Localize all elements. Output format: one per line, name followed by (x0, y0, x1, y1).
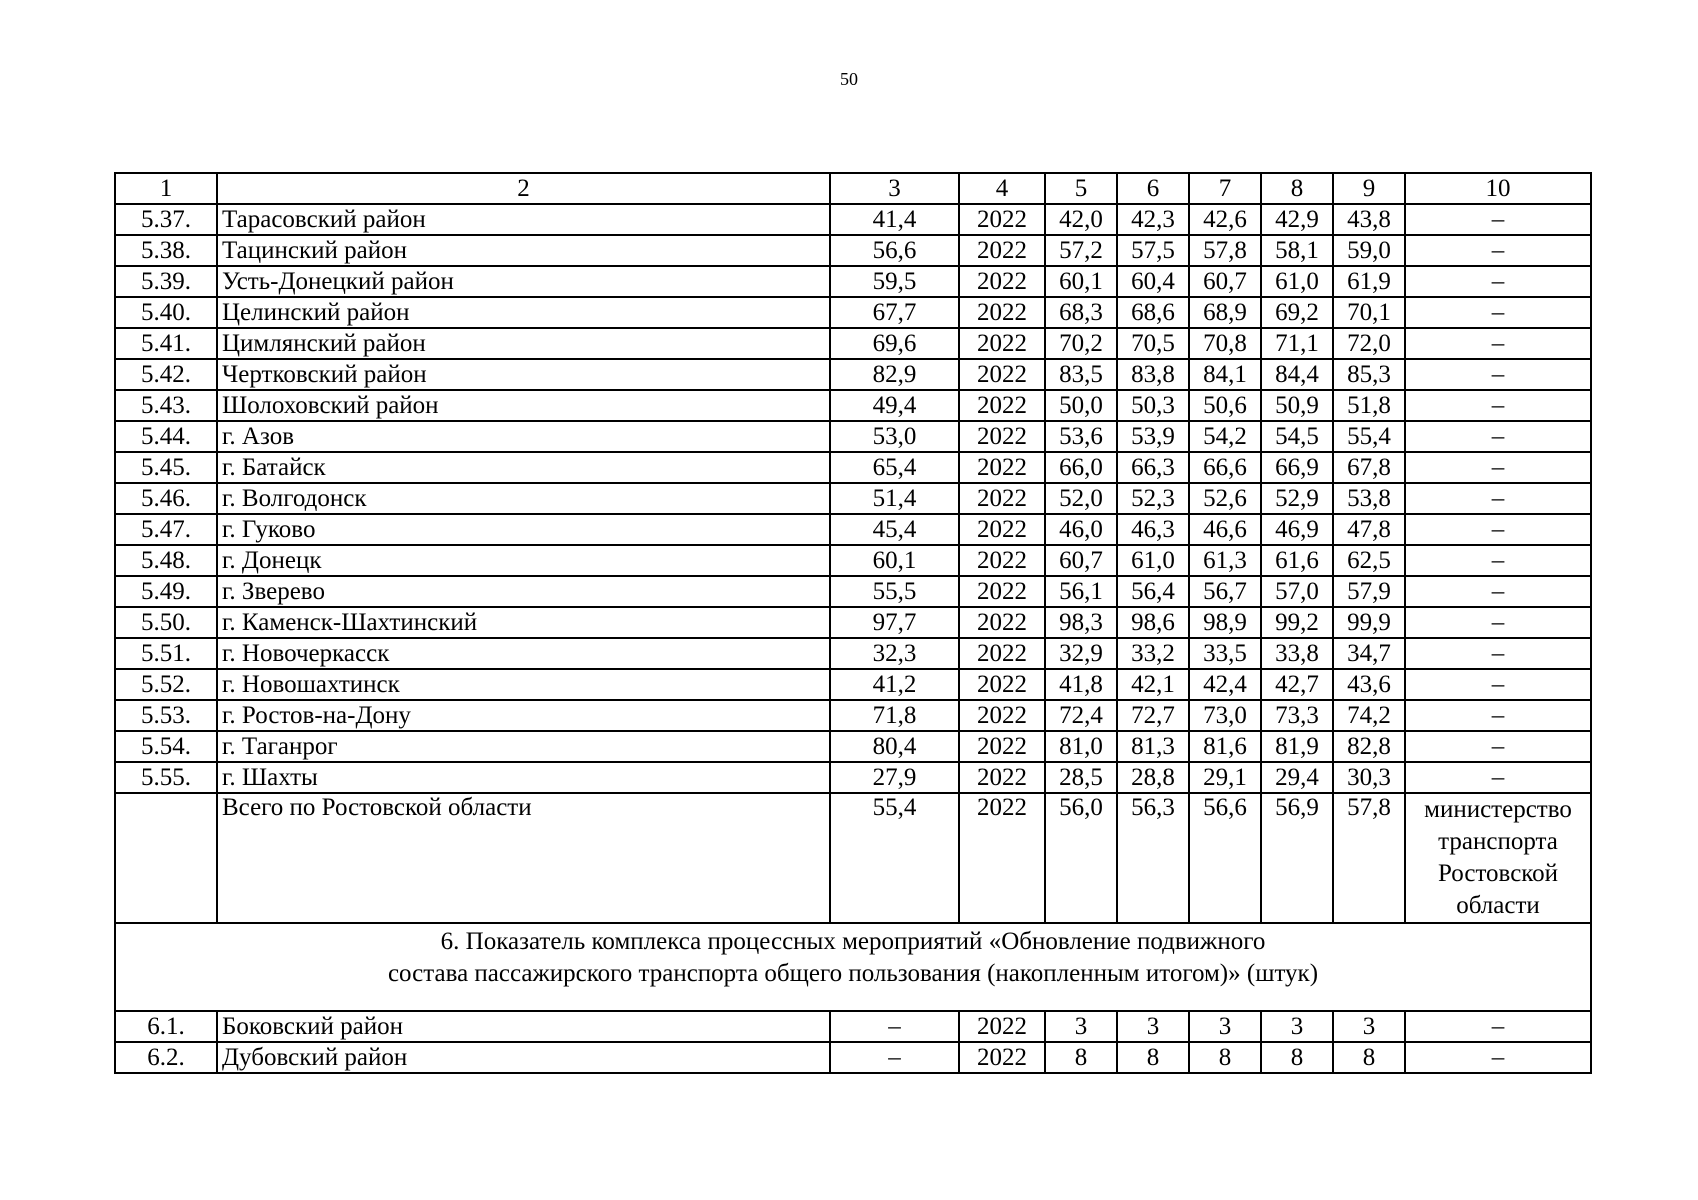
table-row (115, 1042, 1591, 1073)
table-row (115, 669, 1591, 700)
value-col-5-cell: 81,0 (1045, 731, 1117, 762)
territory-name-cell: Цимлянский район (217, 328, 830, 359)
value-col-8-cell: 73,3 (1261, 700, 1333, 731)
base-value-cell: 27,9 (830, 762, 959, 793)
row-number-cell: 6.2. (115, 1042, 217, 1073)
row-number-cell: 5.41. (115, 328, 217, 359)
value-col-5-cell: 53,6 (1045, 421, 1117, 452)
table-row (115, 421, 1591, 452)
value-col-8-cell: 54,5 (1261, 421, 1333, 452)
value-col-9-cell: 74,2 (1333, 700, 1405, 731)
table-row (115, 328, 1591, 359)
table-row (115, 638, 1591, 669)
responsible-cell: – (1405, 669, 1591, 700)
value-col-9-cell: 51,8 (1333, 390, 1405, 421)
table-row (115, 576, 1591, 607)
row-number-cell: 5.48. (115, 545, 217, 576)
section-heading-line: 6. Показатель комплекса процессных мероприятий «Обновление подвижного (440, 928, 1266, 955)
value-col-6-cell: 56,4 (1117, 576, 1189, 607)
value-col-5-cell: 57,2 (1045, 235, 1117, 266)
value-col-7-cell: 68,9 (1189, 297, 1261, 328)
territory-name-cell: г. Азов (217, 421, 830, 452)
base-year-cell: 2022 (959, 638, 1045, 669)
value-col-8-cell: 69,2 (1261, 297, 1333, 328)
value-col-5-cell: 8 (1045, 1042, 1117, 1073)
territory-name-cell: Всего по Ростовской области (217, 793, 830, 923)
value-col-7-cell: 98,9 (1189, 607, 1261, 638)
responsible-cell: – (1405, 266, 1591, 297)
value-col-7-cell: 46,6 (1189, 514, 1261, 545)
table-row (115, 700, 1591, 731)
value-col-6-cell: 46,3 (1117, 514, 1189, 545)
row-number-cell: 5.46. (115, 483, 217, 514)
value-col-8-cell: 3 (1261, 1011, 1333, 1042)
value-col-7-cell: 3 (1189, 1011, 1261, 1042)
value-col-6-cell: 61,0 (1117, 545, 1189, 576)
territory-name-cell: Тарасовский район (217, 204, 830, 235)
base-year-cell: 2022 (959, 793, 1045, 923)
value-col-8-cell: 99,2 (1261, 607, 1333, 638)
table-row (115, 545, 1591, 576)
row-number-cell (115, 793, 217, 923)
section-heading-line: состава пассажирского транспорта общего пользования (накопленным итогом)» (штук) (387, 960, 1319, 987)
base-value-cell: 51,4 (830, 483, 959, 514)
section-heading (115, 923, 1591, 1011)
territory-name-cell: г. Каменск-Шахтинский (217, 607, 830, 638)
base-year-cell: 2022 (959, 452, 1045, 483)
header-cell: 2 (217, 173, 830, 204)
row-number-cell: 5.51. (115, 638, 217, 669)
base-value-cell: 82,9 (830, 359, 959, 390)
value-col-8-cell: 52,9 (1261, 483, 1333, 514)
base-year-cell: 2022 (959, 235, 1045, 266)
value-col-9-cell: 47,8 (1333, 514, 1405, 545)
value-col-9-cell: 62,5 (1333, 545, 1405, 576)
base-value-cell: 71,8 (830, 700, 959, 731)
responsible-cell: – (1405, 607, 1591, 638)
value-col-5-cell: 68,3 (1045, 297, 1117, 328)
value-col-9-cell: 34,7 (1333, 638, 1405, 669)
header-cell: 5 (1045, 173, 1117, 204)
value-col-8-cell: 71,1 (1261, 328, 1333, 359)
responsible-cell: – (1405, 514, 1591, 545)
value-col-7-cell: 66,6 (1189, 452, 1261, 483)
base-value-cell: 49,4 (830, 390, 959, 421)
value-col-7-cell: 29,1 (1189, 762, 1261, 793)
territory-name-cell: г. Волгодонск (217, 483, 830, 514)
section-heading-row (115, 923, 1591, 1011)
value-col-5-cell: 70,2 (1045, 328, 1117, 359)
base-value-cell: 41,4 (830, 204, 959, 235)
table-row (115, 266, 1591, 297)
value-col-7-cell: 42,4 (1189, 669, 1261, 700)
row-number-cell: 5.47. (115, 514, 217, 545)
value-col-7-cell: 42,6 (1189, 204, 1261, 235)
responsible-cell: – (1405, 576, 1591, 607)
value-col-9-cell: 85,3 (1333, 359, 1405, 390)
responsible-cell: – (1405, 328, 1591, 359)
row-number-cell: 5.38. (115, 235, 217, 266)
base-value-cell: 59,5 (830, 266, 959, 297)
value-col-6-cell: 42,3 (1117, 204, 1189, 235)
value-col-7-cell: 61,3 (1189, 545, 1261, 576)
territory-name-cell: Дубовский район (217, 1042, 830, 1073)
base-value-cell: – (830, 1011, 959, 1042)
base-value-cell: 32,3 (830, 638, 959, 669)
value-col-6-cell: 81,3 (1117, 731, 1189, 762)
value-col-8-cell: 33,8 (1261, 638, 1333, 669)
territory-name-cell: г. Новочеркасск (217, 638, 830, 669)
base-year-cell: 2022 (959, 266, 1045, 297)
row-number-cell: 5.52. (115, 669, 217, 700)
base-value-cell: 56,6 (830, 235, 959, 266)
row-number-cell: 5.37. (115, 204, 217, 235)
value-col-5-cell: 52,0 (1045, 483, 1117, 514)
value-col-7-cell: 56,7 (1189, 576, 1261, 607)
base-year-cell: 2022 (959, 669, 1045, 700)
base-year-cell: 2022 (959, 297, 1045, 328)
value-col-9-cell: 61,9 (1333, 266, 1405, 297)
responsible-cell: – (1405, 390, 1591, 421)
table-row (115, 235, 1591, 266)
value-col-6-cell: 68,6 (1117, 297, 1189, 328)
value-col-9-cell: 70,1 (1333, 297, 1405, 328)
value-col-9-cell: 55,4 (1333, 421, 1405, 452)
base-value-cell: 69,6 (830, 328, 959, 359)
row-number-cell: 5.55. (115, 762, 217, 793)
responsible-cell: – (1405, 1011, 1591, 1042)
territory-name-cell: Шолоховский район (217, 390, 830, 421)
value-col-5-cell: 56,1 (1045, 576, 1117, 607)
value-col-6-cell: 33,2 (1117, 638, 1189, 669)
responsible-cell: – (1405, 421, 1591, 452)
value-col-8-cell: 56,9 (1261, 793, 1333, 923)
base-year-cell: 2022 (959, 390, 1045, 421)
value-col-8-cell: 61,0 (1261, 266, 1333, 297)
header-row (115, 173, 1591, 204)
value-col-5-cell: 46,0 (1045, 514, 1117, 545)
base-year-cell: 2022 (959, 328, 1045, 359)
value-col-6-cell: 60,4 (1117, 266, 1189, 297)
row-number-cell: 5.54. (115, 731, 217, 762)
value-col-7-cell: 57,8 (1189, 235, 1261, 266)
responsible-cell: министерство транспорта Ростовской области (1405, 793, 1591, 923)
value-col-7-cell: 50,6 (1189, 390, 1261, 421)
base-value-cell: 41,2 (830, 669, 959, 700)
row-number-cell: 5.44. (115, 421, 217, 452)
base-value-cell: 80,4 (830, 731, 959, 762)
header-cell: 10 (1405, 173, 1591, 204)
value-col-6-cell: 8 (1117, 1042, 1189, 1073)
row-number-cell: 6.1. (115, 1011, 217, 1042)
base-year-cell: 2022 (959, 421, 1045, 452)
value-col-8-cell: 42,7 (1261, 669, 1333, 700)
base-value-cell: – (830, 1042, 959, 1073)
value-col-5-cell: 41,8 (1045, 669, 1117, 700)
value-col-9-cell: 3 (1333, 1011, 1405, 1042)
row-number-cell: 5.50. (115, 607, 217, 638)
value-col-8-cell: 8 (1261, 1042, 1333, 1073)
row-number-cell: 5.49. (115, 576, 217, 607)
value-col-9-cell: 72,0 (1333, 328, 1405, 359)
table-row (115, 607, 1591, 638)
value-col-9-cell: 67,8 (1333, 452, 1405, 483)
table-row (115, 762, 1591, 793)
table-row (115, 359, 1591, 390)
value-col-6-cell: 28,8 (1117, 762, 1189, 793)
value-col-6-cell: 72,7 (1117, 700, 1189, 731)
value-col-8-cell: 29,4 (1261, 762, 1333, 793)
base-value-cell: 55,5 (830, 576, 959, 607)
value-col-6-cell: 83,8 (1117, 359, 1189, 390)
total-row (115, 793, 1591, 923)
value-col-8-cell: 81,9 (1261, 731, 1333, 762)
base-year-cell: 2022 (959, 576, 1045, 607)
value-col-8-cell: 46,9 (1261, 514, 1333, 545)
value-col-9-cell: 43,6 (1333, 669, 1405, 700)
indicator-table (114, 172, 1592, 1074)
value-col-7-cell: 33,5 (1189, 638, 1261, 669)
territory-name-cell: г. Ростов-на-Дону (217, 700, 830, 731)
value-col-5-cell: 83,5 (1045, 359, 1117, 390)
table-body (115, 173, 1591, 1073)
table-row (115, 297, 1591, 328)
value-col-5-cell: 56,0 (1045, 793, 1117, 923)
header-cell: 9 (1333, 173, 1405, 204)
base-year-cell: 2022 (959, 700, 1045, 731)
base-year-cell: 2022 (959, 731, 1045, 762)
value-col-5-cell: 60,1 (1045, 266, 1117, 297)
value-col-9-cell: 57,8 (1333, 793, 1405, 923)
base-year-cell: 2022 (959, 762, 1045, 793)
table-row (115, 390, 1591, 421)
table-row (115, 1011, 1591, 1042)
value-col-5-cell: 98,3 (1045, 607, 1117, 638)
value-col-5-cell: 32,9 (1045, 638, 1117, 669)
territory-name-cell: Целинский район (217, 297, 830, 328)
base-value-cell: 65,4 (830, 452, 959, 483)
value-col-7-cell: 81,6 (1189, 731, 1261, 762)
row-number-cell: 5.43. (115, 390, 217, 421)
responsible-cell: – (1405, 359, 1591, 390)
value-col-5-cell: 50,0 (1045, 390, 1117, 421)
value-col-9-cell: 53,8 (1333, 483, 1405, 514)
value-col-6-cell: 3 (1117, 1011, 1189, 1042)
base-value-cell: 55,4 (830, 793, 959, 923)
base-year-cell: 2022 (959, 483, 1045, 514)
header-cell: 4 (959, 173, 1045, 204)
row-number-cell: 5.53. (115, 700, 217, 731)
value-col-8-cell: 66,9 (1261, 452, 1333, 483)
table-row (115, 452, 1591, 483)
responsible-cell: – (1405, 297, 1591, 328)
value-col-8-cell: 84,4 (1261, 359, 1333, 390)
responsible-cell: – (1405, 483, 1591, 514)
value-col-9-cell: 8 (1333, 1042, 1405, 1073)
value-col-6-cell: 53,9 (1117, 421, 1189, 452)
value-col-5-cell: 3 (1045, 1011, 1117, 1042)
value-col-9-cell: 30,3 (1333, 762, 1405, 793)
value-col-9-cell: 99,9 (1333, 607, 1405, 638)
territory-name-cell: Усть-Донецкий район (217, 266, 830, 297)
value-col-5-cell: 42,0 (1045, 204, 1117, 235)
value-col-8-cell: 58,1 (1261, 235, 1333, 266)
base-year-cell: 2022 (959, 1011, 1045, 1042)
value-col-9-cell: 82,8 (1333, 731, 1405, 762)
responsible-cell: – (1405, 204, 1591, 235)
value-col-5-cell: 66,0 (1045, 452, 1117, 483)
territory-name-cell: г. Гуково (217, 514, 830, 545)
row-number-cell: 5.40. (115, 297, 217, 328)
value-col-7-cell: 70,8 (1189, 328, 1261, 359)
value-col-9-cell: 59,0 (1333, 235, 1405, 266)
base-year-cell: 2022 (959, 607, 1045, 638)
value-col-9-cell: 57,9 (1333, 576, 1405, 607)
value-col-5-cell: 28,5 (1045, 762, 1117, 793)
value-col-7-cell: 56,6 (1189, 793, 1261, 923)
territory-name-cell: г. Батайск (217, 452, 830, 483)
value-col-6-cell: 98,6 (1117, 607, 1189, 638)
responsible-cell: – (1405, 235, 1591, 266)
responsible-cell: – (1405, 700, 1591, 731)
responsible-cell: – (1405, 731, 1591, 762)
territory-name-cell: г. Шахты (217, 762, 830, 793)
responsible-cell: – (1405, 638, 1591, 669)
territory-name-cell: г. Донецк (217, 545, 830, 576)
responsible-cell: – (1405, 452, 1591, 483)
territory-name-cell: Чертковский район (217, 359, 830, 390)
value-col-8-cell: 42,9 (1261, 204, 1333, 235)
table-row (115, 731, 1591, 762)
value-col-6-cell: 50,3 (1117, 390, 1189, 421)
page-number: 50 (840, 69, 858, 89)
value-col-9-cell: 43,8 (1333, 204, 1405, 235)
responsible-cell: – (1405, 1042, 1591, 1073)
base-value-cell: 97,7 (830, 607, 959, 638)
territory-name-cell: г. Таганрог (217, 731, 830, 762)
table-row (115, 483, 1591, 514)
responsible-cell: – (1405, 762, 1591, 793)
value-col-5-cell: 60,7 (1045, 545, 1117, 576)
territory-name-cell: г. Новошахтинск (217, 669, 830, 700)
value-col-7-cell: 84,1 (1189, 359, 1261, 390)
base-value-cell: 53,0 (830, 421, 959, 452)
value-col-8-cell: 57,0 (1261, 576, 1333, 607)
value-col-7-cell: 73,0 (1189, 700, 1261, 731)
base-value-cell: 45,4 (830, 514, 959, 545)
value-col-6-cell: 56,3 (1117, 793, 1189, 923)
value-col-7-cell: 54,2 (1189, 421, 1261, 452)
value-col-6-cell: 57,5 (1117, 235, 1189, 266)
base-value-cell: 67,7 (830, 297, 959, 328)
row-number-cell: 5.39. (115, 266, 217, 297)
value-col-6-cell: 42,1 (1117, 669, 1189, 700)
row-number-cell: 5.42. (115, 359, 217, 390)
territory-name-cell: Тацинский район (217, 235, 830, 266)
header-cell: 8 (1261, 173, 1333, 204)
territory-name-cell: г. Зверево (217, 576, 830, 607)
header-cell: 1 (115, 173, 217, 204)
base-year-cell: 2022 (959, 545, 1045, 576)
value-col-5-cell: 72,4 (1045, 700, 1117, 731)
value-col-6-cell: 70,5 (1117, 328, 1189, 359)
value-col-6-cell: 52,3 (1117, 483, 1189, 514)
value-col-6-cell: 66,3 (1117, 452, 1189, 483)
responsible-cell: – (1405, 545, 1591, 576)
header-cell: 7 (1189, 173, 1261, 204)
header-cell: 6 (1117, 173, 1189, 204)
value-col-7-cell: 52,6 (1189, 483, 1261, 514)
base-value-cell: 60,1 (830, 545, 959, 576)
row-number-cell: 5.45. (115, 452, 217, 483)
value-col-7-cell: 60,7 (1189, 266, 1261, 297)
base-year-cell: 2022 (959, 359, 1045, 390)
base-year-cell: 2022 (959, 1042, 1045, 1073)
territory-name-cell: Боковский район (217, 1011, 830, 1042)
value-col-7-cell: 8 (1189, 1042, 1261, 1073)
value-col-8-cell: 50,9 (1261, 390, 1333, 421)
value-col-8-cell: 61,6 (1261, 545, 1333, 576)
table-row (115, 514, 1591, 545)
base-year-cell: 2022 (959, 204, 1045, 235)
base-year-cell: 2022 (959, 514, 1045, 545)
header-cell: 3 (830, 173, 959, 204)
table-row (115, 204, 1591, 235)
